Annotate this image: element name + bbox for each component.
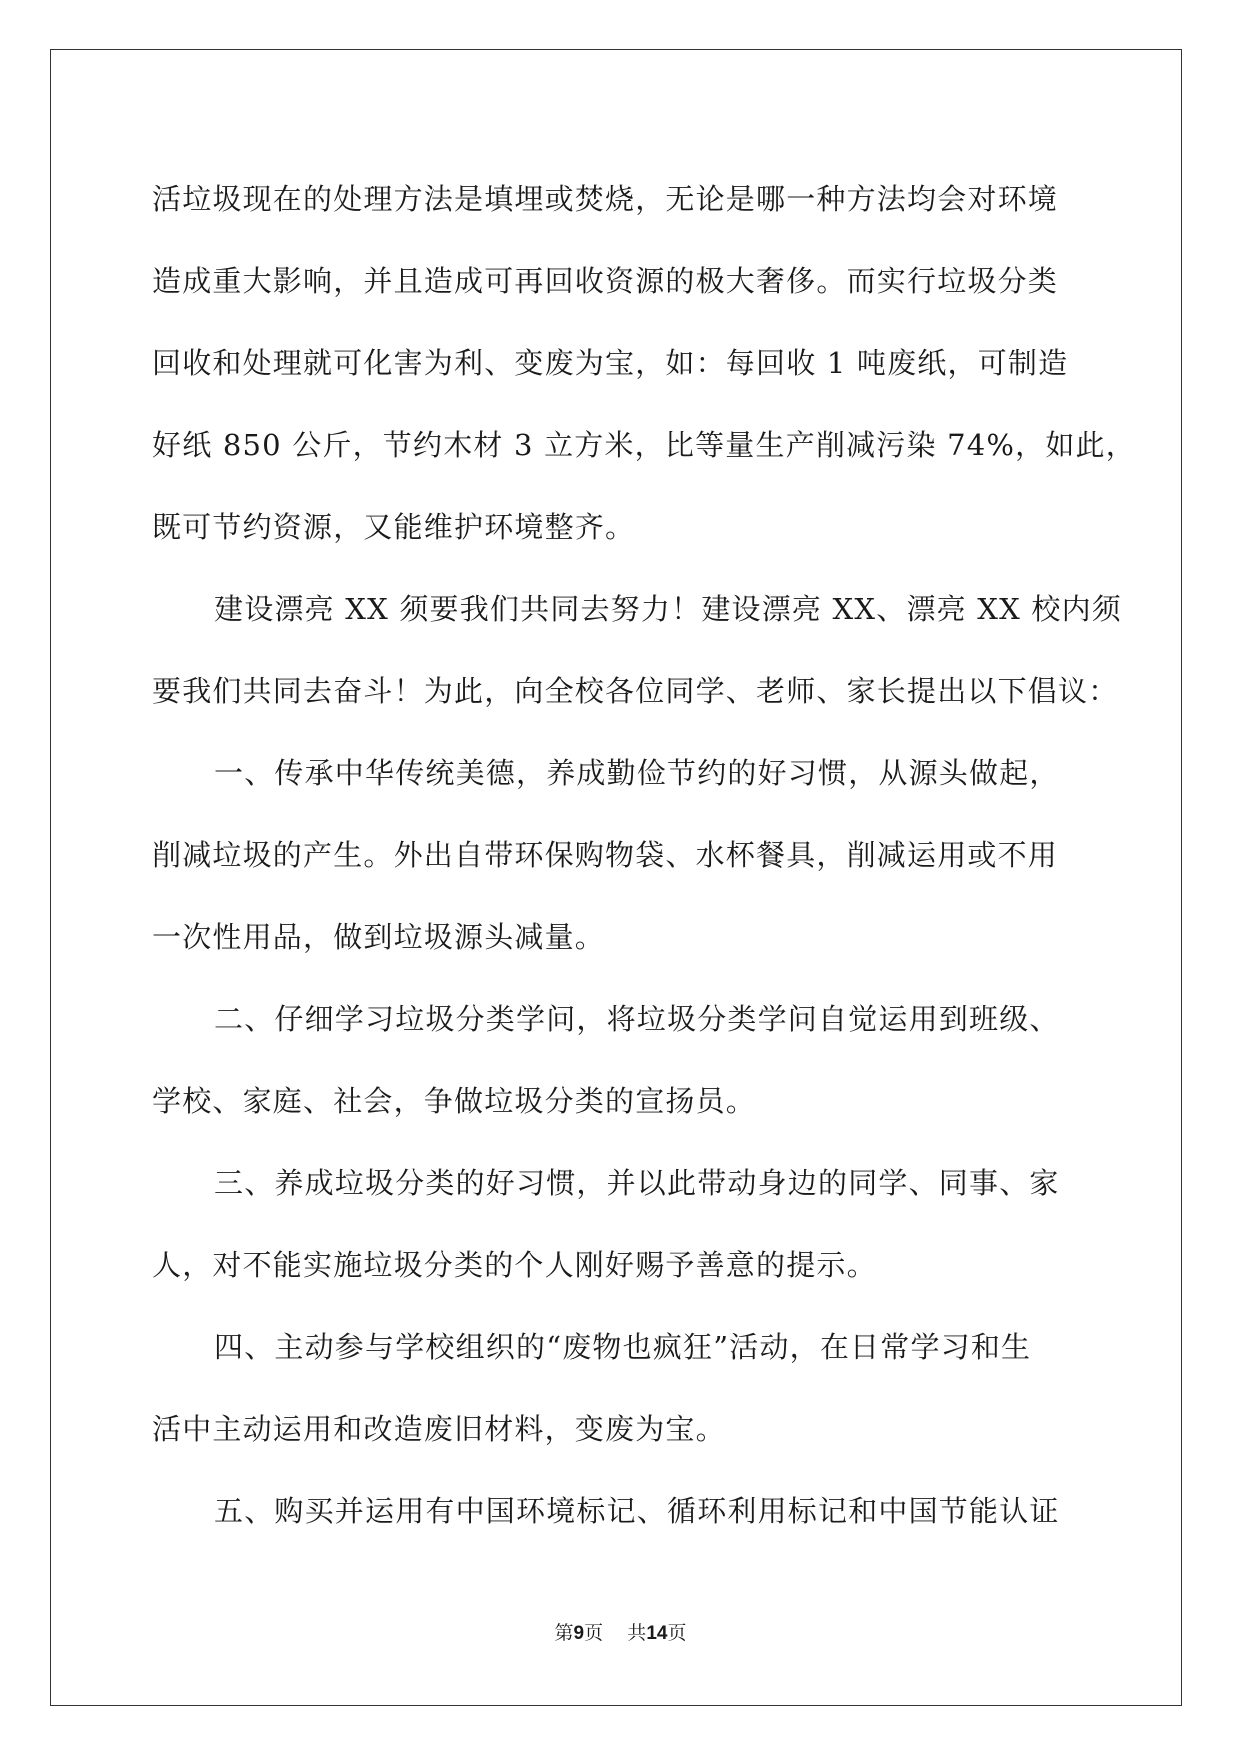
page-footer [0, 1618, 1241, 1645]
text-line: 造成重大影响，并且造成可再回收资源的极大奢侈。而实行垃圾分类 [152, 264, 1059, 298]
footer-total-pages: 14 [646, 1623, 668, 1644]
text-line: 好纸 850 公斤，节约木材 3 立方米，比等量生产削减污染 74%，如此， [152, 428, 1136, 462]
text-line: 学校、家庭、社会，争做垃圾分类的宣扬员。 [152, 1084, 757, 1118]
text-line: 削减垃圾的产生。外出自带环保购物袋、水杯餐具，削减运用或不用 [152, 838, 1059, 872]
footer-total-prefix: 共 [627, 1622, 647, 1644]
footer-total-suffix: 页 [667, 1622, 687, 1644]
text-line: 一次性用品，做到垃圾源头减量。 [152, 920, 606, 954]
footer-page-suffix: 页 [584, 1622, 604, 1644]
text-line: 既可节约资源，又能维护环境整齐。 [152, 510, 636, 544]
text-line: 五、购买并运用有中国环境标记、循环利用标记和中国节能认证 [214, 1494, 1060, 1528]
footer-prefix: 第 [554, 1622, 574, 1644]
document-body [152, 158, 1136, 1552]
text-line: 要我们共同去奋斗！为此，向全校各位同学、老师、家长提出以下倡议： [152, 674, 1119, 708]
text-line: 活中主动运用和改造废旧材料，变废为宝。 [152, 1412, 726, 1446]
footer-page-number: 9 [573, 1623, 585, 1644]
text-line: 建设漂亮 XX 须要我们共同去努力！建设漂亮 XX、漂亮 XX 校内须 [214, 592, 1122, 626]
text-line: 一、传承中华传统美德，养成勤俭节约的好习惯，从源头做起， [214, 756, 1060, 790]
text-line: 人，对不能实施垃圾分类的个人刚好赐予善意的提示。 [152, 1248, 877, 1282]
text-line: 四、主动参与学校组织的“废物也疯狂”活动，在日常学习和生 [214, 1330, 1032, 1364]
text-line: 三、养成垃圾分类的好习惯，并以此带动身边的同学、同事、家 [214, 1166, 1060, 1200]
text-line: 二、仔细学习垃圾分类学问，将垃圾分类学问自觉运用到班级、 [214, 1002, 1060, 1036]
text-line: 回收和处理就可化害为利、变废为宝，如：每回收 1 吨废纸，可制造 [152, 346, 1069, 380]
text-line: 活垃圾现在的处理方法是填埋或焚烧，无论是哪一种方法均会对环境 [152, 182, 1059, 216]
